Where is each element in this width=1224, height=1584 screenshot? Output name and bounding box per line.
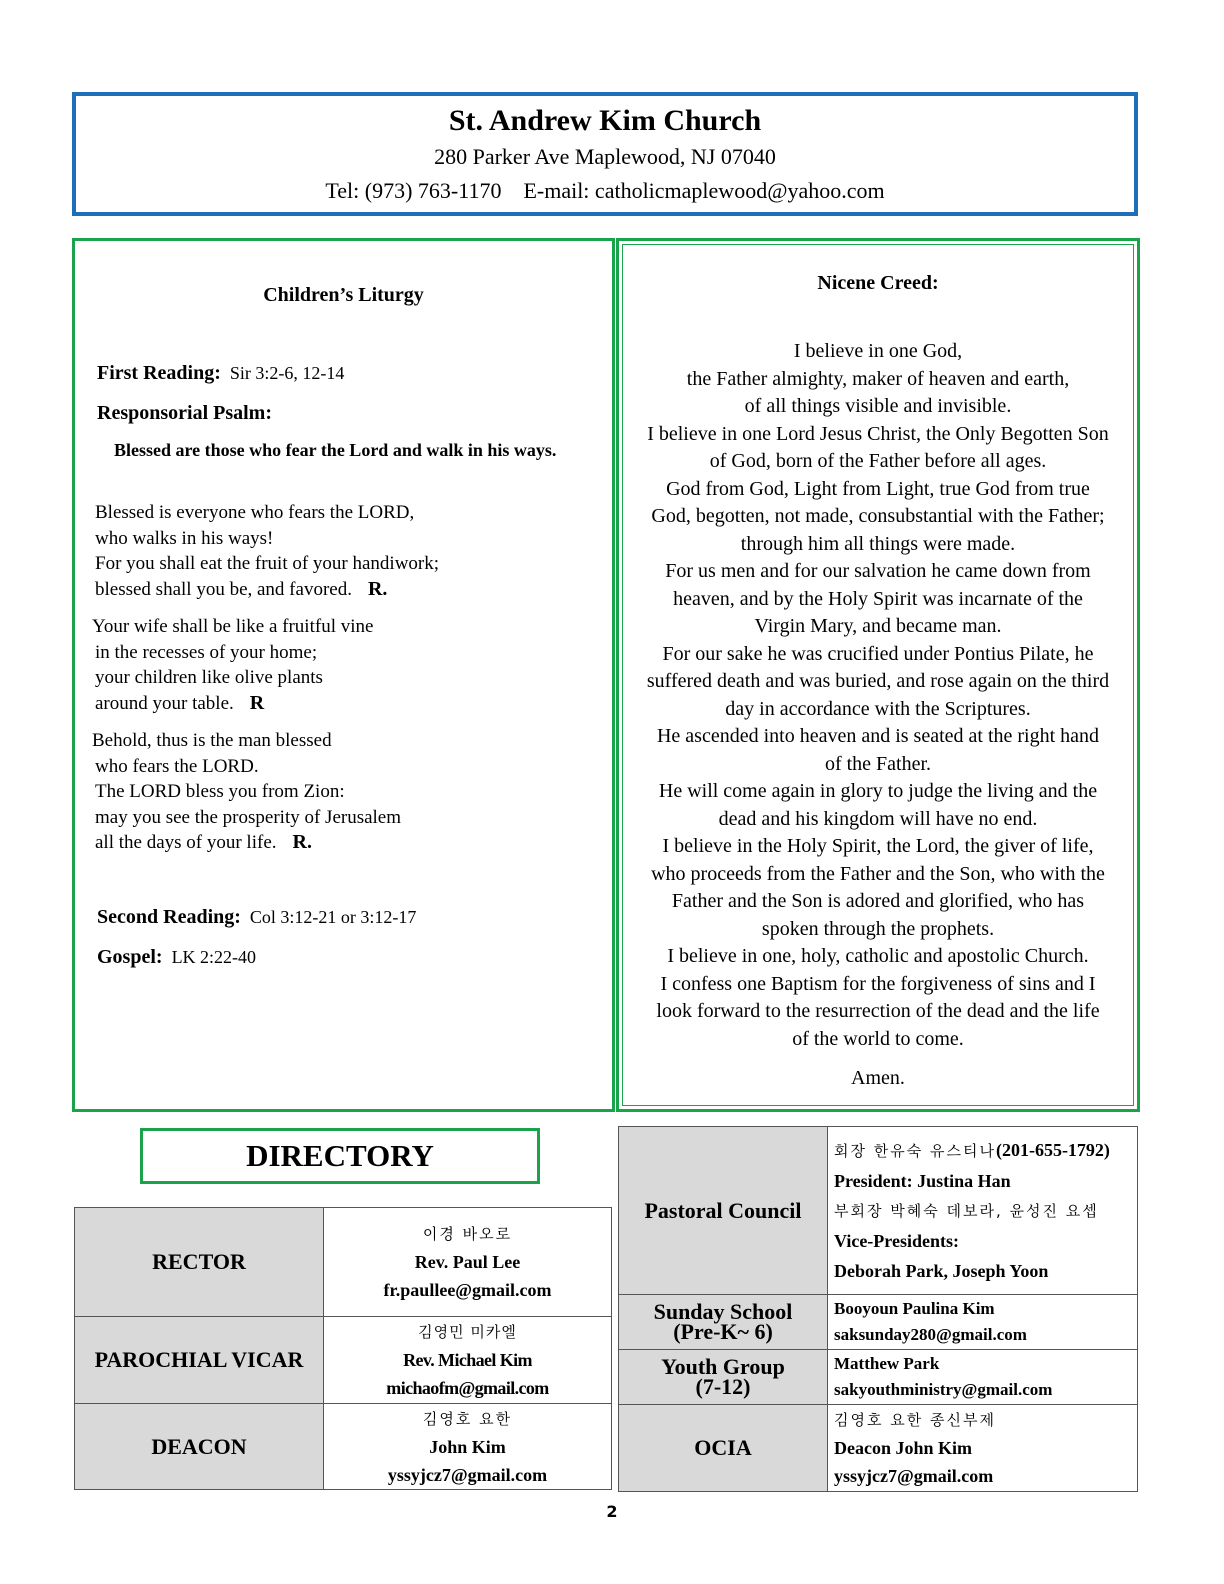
role-parochial-vicar: PAROCHIAL VICAR bbox=[75, 1317, 324, 1404]
creed-line: Father and the Son is adored and glorified, who has bbox=[671, 890, 1085, 912]
ocia-email[interactable]: yssyjcz7@gmail.com bbox=[834, 1466, 994, 1486]
creed-line: Virgin Mary, and became man. bbox=[754, 615, 1002, 637]
president-name: President: Justina Han bbox=[834, 1171, 1011, 1191]
rector-name: Rev. Paul Lee bbox=[414, 1252, 521, 1272]
deacon-email[interactable]: yssyjcz7@gmail.com bbox=[387, 1464, 548, 1485]
creed-line: I confess one Baptism for the forgiveness of sins and I bbox=[660, 972, 1096, 995]
creed-line: God, begotten, not made, consubstantial with the Father; bbox=[651, 505, 1105, 527]
creed-line: For our sake he was crucified under Pontius Pilate, he bbox=[662, 642, 1094, 665]
creed-line: spoken through the prophets. bbox=[761, 917, 995, 940]
table-row bbox=[75, 1208, 612, 1317]
stanza-line: who walks in his ways! bbox=[95, 527, 274, 549]
ocia-name: Deacon John Kim bbox=[834, 1438, 973, 1458]
sunday-school-email[interactable]: saksunday280@gmail.com bbox=[834, 1325, 1027, 1344]
church-address: 280 Parker Ave Maplewood, NJ 07040 bbox=[434, 144, 776, 169]
creed-line: I believe in one Lord Jesus Christ, the Only Begotten Son bbox=[647, 422, 1109, 445]
rector-contact bbox=[324, 1208, 612, 1317]
stanza-line: blessed shall you be, and favored. bbox=[95, 578, 352, 600]
youth-group-name: Matthew Park bbox=[834, 1354, 940, 1373]
stanza-line: in the recesses of your home; bbox=[95, 641, 318, 663]
directory-clergy-table bbox=[74, 1207, 612, 1490]
vice-president-korean-names: 부회장 박혜숙 데보라, 윤성진 요셉 bbox=[834, 1202, 1099, 1220]
table-row bbox=[619, 1405, 1138, 1492]
church-header bbox=[72, 92, 1138, 216]
psalm-response: Blessed are those who fear the Lord and walk in his ways. bbox=[114, 440, 557, 460]
stanza-line: Behold, thus is the man blessed bbox=[92, 730, 332, 751]
stanza-line: around your table. bbox=[95, 692, 234, 714]
creed-line: God from God, Light from Light, true God from true bbox=[666, 477, 1090, 500]
vice-president-label: Vice-Presidents: bbox=[834, 1231, 959, 1251]
stanza-line: who fears the LORD. bbox=[95, 755, 259, 777]
deacon-contact bbox=[324, 1404, 612, 1490]
creed-line: through him all things were made. bbox=[740, 532, 1016, 555]
sunday-school-name: Booyoun Paulina Kim bbox=[834, 1299, 995, 1318]
vicar-contact bbox=[324, 1317, 612, 1404]
psalm-stanza-1 bbox=[95, 500, 439, 602]
rector-email[interactable]: fr.paullee@gmail.com bbox=[383, 1280, 552, 1300]
stanza-line: your children like olive plants bbox=[95, 667, 323, 688]
table-row bbox=[75, 1404, 612, 1490]
directory-title: DIRECTORY bbox=[140, 1128, 540, 1184]
creed-line: He will come again in glory to judge the living and the bbox=[658, 780, 1098, 802]
stanza-line: Your wife shall be like a fruitful vine bbox=[92, 616, 374, 637]
role-ocia: OCIA bbox=[619, 1405, 828, 1492]
sunday-school-contact bbox=[828, 1295, 1138, 1350]
stanza-line: The LORD bless you from Zion: bbox=[95, 781, 345, 802]
rector-korean-name: 이경 바오로 bbox=[422, 1225, 513, 1243]
sunday-school-label: Sunday School bbox=[653, 1299, 793, 1324]
vicar-name: Rev. Michael Kim bbox=[403, 1350, 532, 1370]
role-youth-group bbox=[619, 1350, 828, 1405]
deacon-name: John Kim bbox=[429, 1436, 506, 1457]
creed-line: I believe in the Holy Spirit, the Lord, the giver of life, bbox=[662, 835, 1094, 857]
creed-line: He ascended into heaven and is seated at the right hand bbox=[656, 725, 1100, 747]
liturgy-heading: Children’s Liturgy bbox=[263, 284, 424, 306]
gospel-label: Gospel: bbox=[97, 946, 163, 968]
second-reading-label: Second Reading: bbox=[97, 906, 241, 928]
stanza-line: all the days of your life. bbox=[95, 832, 277, 853]
president-korean-name: 회장 한유숙 유스티나 bbox=[834, 1142, 996, 1160]
creed-line: dead and his kingdom will have no end. bbox=[718, 807, 1038, 830]
role-deacon: DEACON bbox=[75, 1404, 324, 1490]
creed-line: I believe in one God, bbox=[793, 340, 963, 362]
vice-president-names: Deborah Park, Joseph Yoon bbox=[834, 1261, 1049, 1281]
table-row bbox=[75, 1317, 612, 1404]
second-reading-ref: Col 3:12-21 or 3:12-17 bbox=[249, 907, 417, 927]
ocia-korean-name: 김영호 요한 종신부제 bbox=[834, 1411, 996, 1429]
vicar-email[interactable]: michaofm@gmail.com bbox=[386, 1378, 549, 1398]
creed-line: For us men and for our salvation he came down from bbox=[665, 560, 1091, 582]
deacon-korean-name: 김영호 요한 bbox=[422, 1409, 513, 1428]
refrain-marker: R. bbox=[292, 831, 312, 853]
role-pastoral-council: Pastoral Council bbox=[619, 1127, 828, 1295]
gospel-ref: LK 2:22-40 bbox=[171, 947, 257, 967]
creed-line: of the Father. bbox=[824, 752, 932, 775]
creed-line: heaven, and by the Holy Spirit was incarnate of the bbox=[673, 587, 1083, 610]
creed-line: of all things visible and invisible. bbox=[744, 395, 1012, 417]
youth-group-email[interactable]: sakyouthministry@gmail.com bbox=[834, 1380, 1053, 1399]
role-rector: RECTOR bbox=[75, 1208, 324, 1317]
creed-line: of the world to come. bbox=[792, 1027, 964, 1050]
role-sunday-school bbox=[619, 1295, 828, 1350]
second-reading bbox=[97, 906, 416, 929]
youth-group-label: Youth Group bbox=[661, 1354, 785, 1379]
creed-line: day in accordance with the Scriptures. bbox=[725, 697, 1031, 720]
creed-line: of God, born of the Father before all ages. bbox=[709, 450, 1047, 472]
page-number: 2 bbox=[606, 1502, 618, 1521]
youth-group-contact bbox=[828, 1350, 1138, 1405]
psalm-stanza-3 bbox=[92, 728, 401, 856]
first-reading-ref: Sir 3:2-6, 12-14 bbox=[229, 363, 345, 383]
first-reading-label: First Reading: bbox=[97, 362, 221, 384]
stanza-line: Blessed is everyone who fears the LORD, bbox=[95, 502, 415, 523]
sunday-school-grades: (Pre-K~ 6) bbox=[673, 1319, 773, 1344]
first-reading bbox=[97, 362, 344, 385]
refrain-marker: R. bbox=[367, 577, 388, 600]
creed-line: the Father almighty, maker of heaven and earth, bbox=[686, 367, 1070, 390]
table-row bbox=[619, 1127, 1138, 1295]
psalm-stanza-2 bbox=[92, 614, 373, 716]
creed-line: who proceeds from the Father and the Son, who with the bbox=[651, 862, 1105, 885]
stanza-line: For you shall eat the fruit of your handiwork; bbox=[95, 553, 440, 574]
pastoral-council-contacts bbox=[828, 1127, 1138, 1295]
church-name: St. Andrew Kim Church bbox=[448, 104, 762, 137]
creed-text bbox=[620, 338, 1136, 1093]
church-contact: Tel: (973) 763-1170 E-mail: catholicmaplewood@yahoo.com bbox=[325, 178, 885, 203]
table-row bbox=[619, 1350, 1138, 1405]
refrain-marker: R bbox=[249, 691, 265, 714]
table-row bbox=[619, 1295, 1138, 1350]
creed-line: suffered death and was buried, and rose again on the third bbox=[646, 670, 1110, 692]
youth-group-grades: (7-12) bbox=[695, 1374, 751, 1399]
creed-line: I believe in one, holy, catholic and apostolic Church. bbox=[667, 945, 1089, 967]
ocia-contact bbox=[828, 1405, 1138, 1492]
stanza-line: may you see the prosperity of Jerusalem bbox=[95, 806, 402, 828]
vicar-korean-name: 김영민 미카엘 bbox=[418, 1323, 517, 1341]
president-phone: (201-655-1792) bbox=[995, 1140, 1110, 1160]
psalm-label: Responsorial Psalm: bbox=[97, 402, 272, 424]
directory-ministries-table bbox=[618, 1126, 1138, 1492]
creed-heading: Nicene Creed: bbox=[817, 272, 939, 294]
creed-line: look forward to the resurrection of the dead and the life bbox=[656, 1000, 1100, 1022]
creed-amen: Amen. bbox=[851, 1067, 905, 1089]
gospel bbox=[97, 946, 256, 969]
